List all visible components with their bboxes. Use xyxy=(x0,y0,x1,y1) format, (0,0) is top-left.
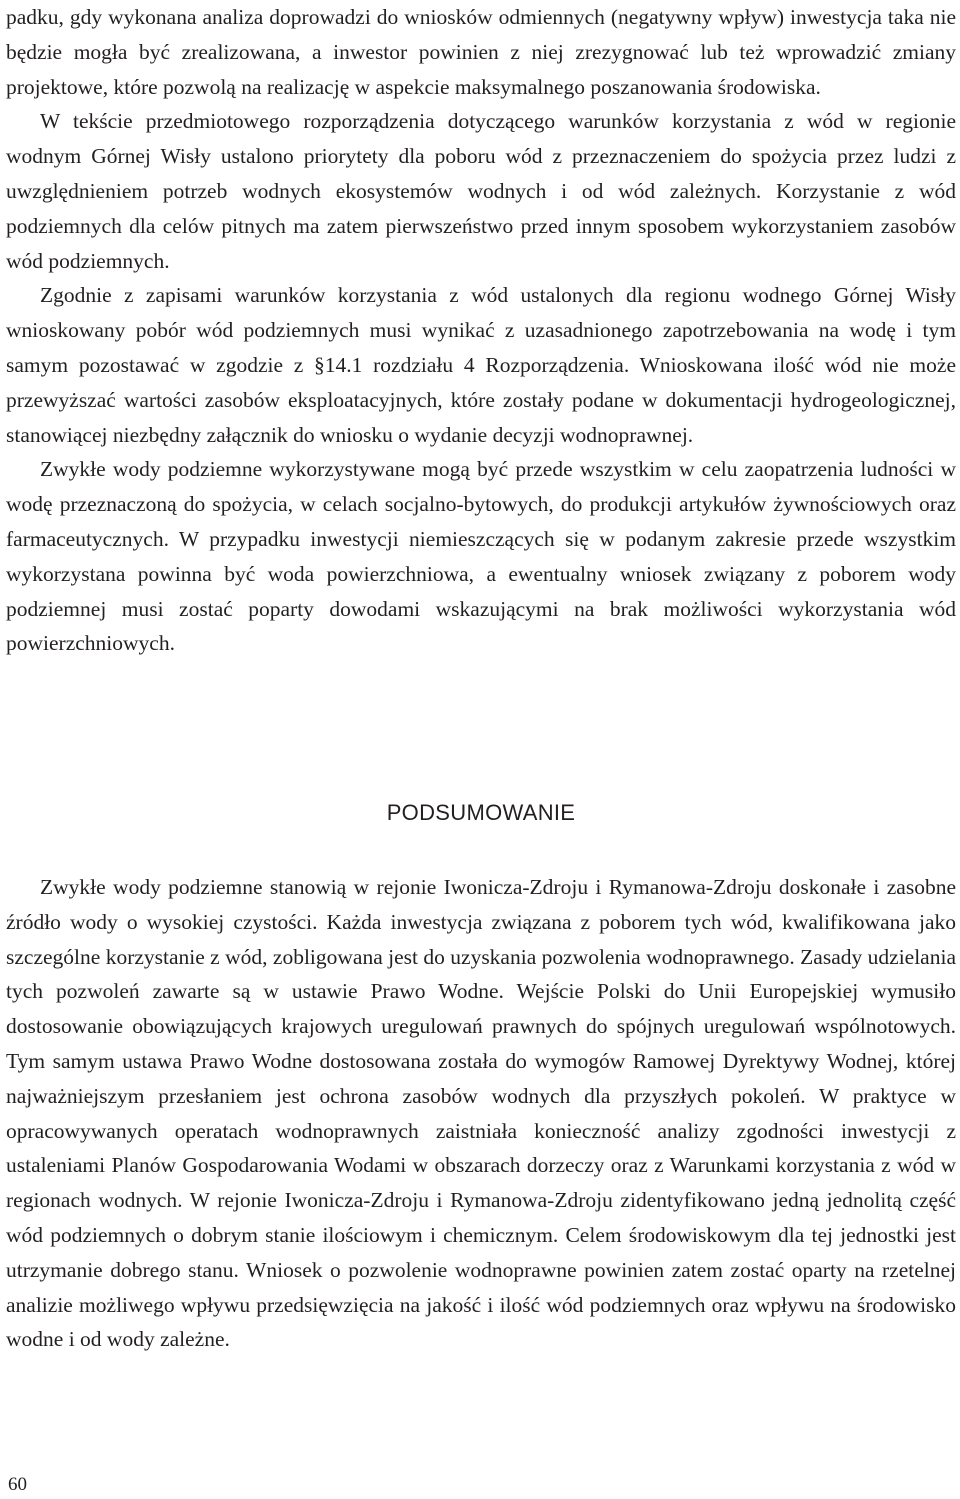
section-heading-summary: PODSUMOWANIE xyxy=(386,800,576,825)
paragraph-conditions: Zgodnie z zapisami warunków korzystania z wód ustalonych dla regionu wodnego Górnej Wisły wnioskowany pobór wód podziemnych musi wynikać z uzasadnionego zapotrzebowania na wodę i tym samym pozostawać w zgodzie z §14.1 rozdziału 4 Rozporządzenia. Wnioskowana ilość wód nie może przewyższać wartości zasobów eksploatacyjnych, które zostały podane w dokumentacji hydrogeologicznej, stanowiącej niezbędny załącznik do wniosku o wydanie decyzji wodnoprawnej. xyxy=(6,283,956,447)
paragraph-continuation: padku, gdy wykonana analiza doprowadzi do wniosków odmiennych (negatywny wpływ) inwestycja taka nie będzie mogła być zrealizowana, a inwestor powinien z niej zrezygnować lub też wprowadzić zmiany projektowe, które pozwolą na realizację w aspekcie maksymalnego poszanowania środowiska. xyxy=(6,5,956,99)
paragraph-summary: Zwykłe wody podziemne stanowią w rejonie Iwonicza-Zdroju i Rymanowa-Zdroju doskonałe i zasobne źródło wody o wysokiej czystości. Każda inwestycja związana z poborem tych wód, kwalifikowana jako szczególne korzystanie z wód, zobligowana jest do uzyskania pozwolenia wodnoprawnego. Zasady udzielania tych pozwoleń zawarte są w ustawie Prawo Wodne. Wejście Polski do Unii Europejskiej wymusiło dostosowanie obowiązujących krajowych uregulowań prawnych do spójnych uregulowań wspólnotowych. Tym samym ustawa Prawo Wodne dostosowana została do wymogów Ramowej Dyrektywy Wodnej, której najważniejszym przesłaniem jest ochrona zasobów wodnych dla przyszłych pokoleń. W praktyce w opracowywanych operatach wodnoprawnych zaistniała konieczność analizy zgodności inwestycji z ustaleniami Planów Gospodarowania Wodami w obszarach dorzeczy oraz z Warunkami korzystania z wód w regionach wodnych. W rejonie Iwonicza-Zdroju i Rymanowa-Zdroju zidentyfikowano jedną jednolitą część wód podziemnych o dobrym stanie ilościowym i chemicznym. Celem środowiskowym dla tej jednostki jest utrzymanie dobrego stanu. Wniosek o pozwolenie wodnoprawne powinien zatem zostać oparty na rzetelnej analizie możliwego wpływu przedsięwzięcia na jakość i ilość wód podziemnych oraz wpływu na środowisko wodne i od wody zależne. xyxy=(6,875,956,1352)
body-text-top xyxy=(6,0,956,661)
paragraph-priorities: W tekście przedmiotowego rozporządzenia dotyczącego warunków korzystania z wód w regionie wodnym Górnej Wisły ustalono priorytety dla poboru wód z przeznaczeniem do spożycia przez ludzi z uwzględnieniem potrzeb wodnych ekosystemów wodnych i od wód zależnych. Korzystanie z wód podziemnych dla celów pitnych ma zatem pierwszeństwo przed innym sposobem wykorzystaniem zasobów wód podziemnych. xyxy=(6,109,956,273)
document-page xyxy=(6,0,956,1499)
paragraph-usage: Zwykłe wody podziemne wykorzystywane mogą być przede wszystkim w celu zaopatrzenia ludności w wodę przeznaczoną do spożycia, w celach socjalno-bytowych, do produkcji artykułów żywnościowych oraz farmaceutycznych. W przypadku inwestycji niemieszczących się w podanym zakresie przede wszystkim wykorzystana powinna być woda powierzchniowa, a ewentualny wniosek związany z poborem wody podziemnej musi zostać poparty dowodami wskazującymi na brak możliwości wykorzystania wód powierzchniowych. xyxy=(6,457,956,656)
page-number: 60 xyxy=(8,1474,27,1495)
body-text-summary xyxy=(6,870,956,1357)
